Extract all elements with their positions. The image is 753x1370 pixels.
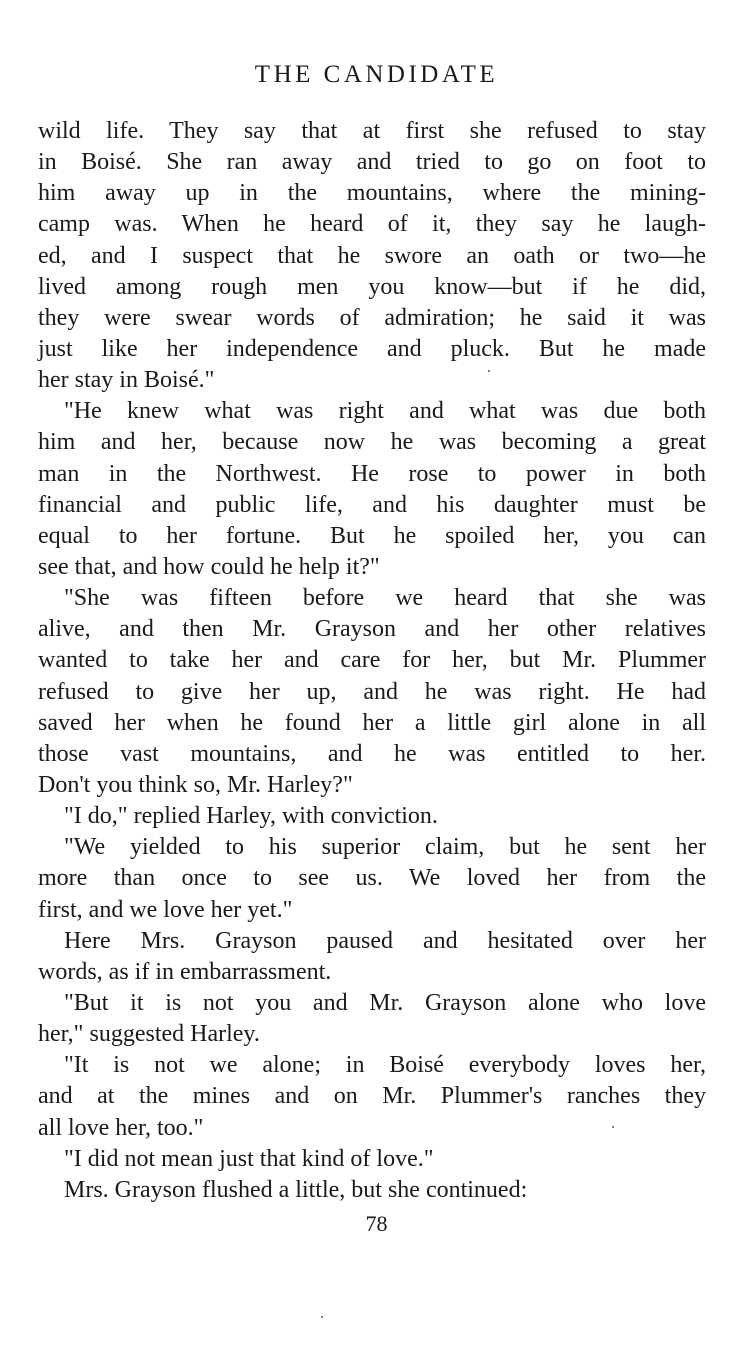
text-line: alive, and then Mr. Grayson and her other relatives — [38, 616, 706, 643]
text-line: ed, and I suspect that he swore an oath or two—he — [38, 242, 706, 269]
print-speck — [321, 1316, 323, 1318]
text-line: "He knew what was right and what was due both — [64, 398, 706, 425]
text-line: all love her, too." — [38, 1114, 204, 1141]
text-line: wild life. They say that at first she refused to stay — [38, 118, 706, 144]
text-line: lived among rough men you know—but if he did, — [38, 273, 706, 300]
print-speck — [488, 370, 490, 372]
text-line: words, as if in embarrassment. — [38, 958, 332, 985]
page-body-text — [38, 116, 706, 1206]
text-line: equal to her fortune. But he spoiled her, you can — [38, 522, 706, 549]
text-line: him away up in the mountains, where the mining- — [38, 180, 706, 207]
text-line: first, and we love her yet." — [38, 896, 293, 923]
text-line: Here Mrs. Grayson paused and hesitated over her — [64, 927, 706, 954]
text-line: saved her when he found her a little girl alone in all — [38, 709, 706, 736]
text-line: him and her, because now he was becoming a great — [38, 429, 706, 456]
text-line: Don't you think so, Mr. Harley?" — [38, 771, 353, 798]
text-line: those vast mountains, and he was entitled to her. — [38, 740, 706, 767]
text-line: in Boisé. She ran away and tried to go on foot to — [38, 149, 706, 176]
page-number: 78 — [365, 1211, 388, 1236]
text-line: see that, and how could he help it?" — [38, 553, 380, 580]
running-title: THE CANDIDATE — [254, 61, 499, 88]
text-line: wanted to take her and care for her, but Mr. Plummer — [38, 647, 706, 674]
text-line: just like her independence and pluck. But he made — [38, 335, 706, 362]
text-line: "But it is not you and Mr. Grayson alone who love — [64, 989, 706, 1016]
text-line: camp was. When he heard of it, they say he laugh- — [38, 211, 706, 238]
text-line: financial and public life, and his daughter must be — [38, 491, 706, 518]
text-line: and at the mines and on Mr. Plummer's ranches they — [38, 1083, 706, 1110]
text-line: "We yielded to his superior claim, but he sent her — [64, 834, 706, 861]
text-line: "She was fifteen before we heard that she was — [64, 585, 706, 612]
print-speck — [612, 1126, 614, 1128]
text-line: "It is not we alone; in Boisé everybody loves her, — [64, 1052, 706, 1079]
text-line: "I did not mean just that kind of love." — [64, 1145, 434, 1172]
text-line: they were swear words of admiration; he said it was — [38, 304, 706, 331]
text-line: refused to give her up, and he was right. He had — [38, 678, 706, 705]
text-line: her stay in Boisé." — [38, 367, 215, 394]
text-line: more than once to see us. We loved her from the — [38, 865, 706, 892]
text-line: "I do," replied Harley, with conviction. — [64, 803, 438, 830]
text-line: her," suggested Harley. — [38, 1021, 260, 1048]
text-line: Mrs. Grayson flushed a little, but she continued: — [64, 1176, 528, 1203]
text-line: man in the Northwest. He rose to power in both — [38, 460, 706, 487]
